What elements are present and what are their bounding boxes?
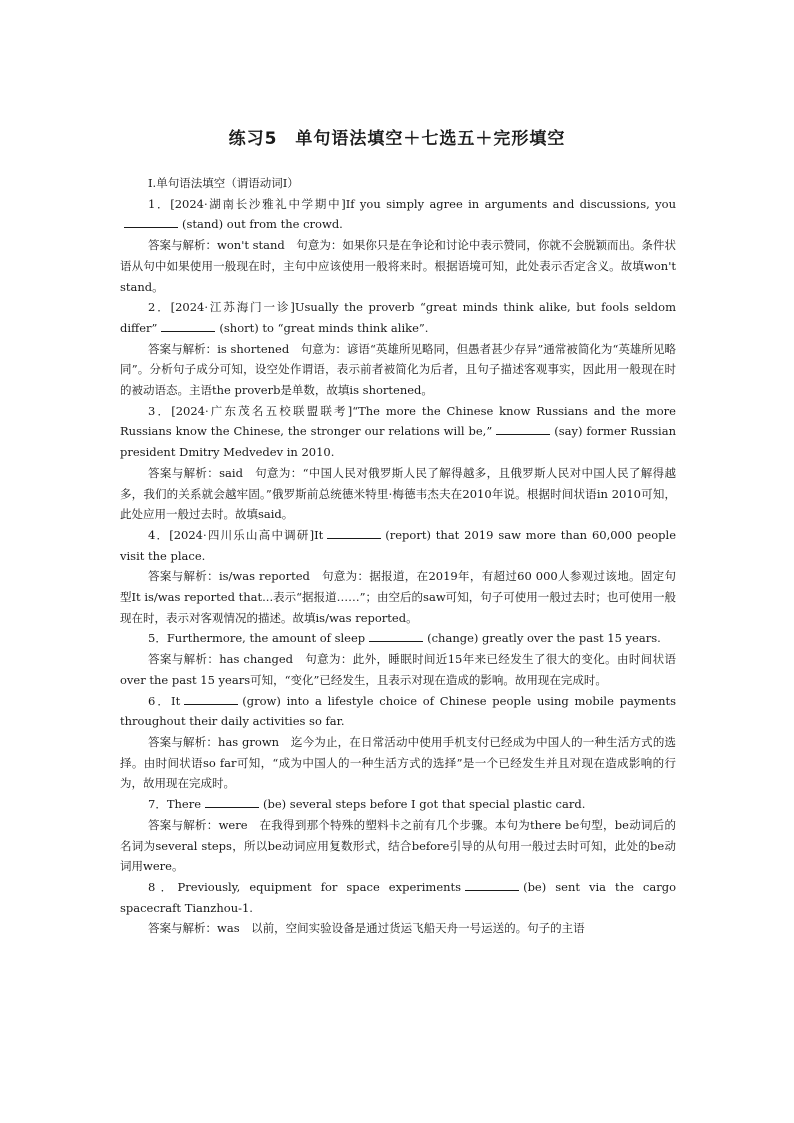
question-stem: 3．[2024·广东茂名五校联盟联考]“The more the Chinese know Russians and the more Russians know the Chinese, the stronger our relations will be,” — [120, 403, 676, 439]
question-hint: (grow) into a lifestyle choice of Chinese people using mobile payments throughout their daily activities so far. — [120, 693, 677, 729]
question-6 — [120, 691, 676, 732]
question-7 — [120, 794, 676, 815]
answer-blank — [327, 527, 381, 539]
question-5 — [120, 628, 676, 649]
answer-explanation-6: 答案与解析：has grown 迄今为止，在日常活动中使用手机支付已经成为中国人的一种生活方式的选择。由时间状语so far可知，“成为中国人的一种生活方式的选择”是一个已经发生并且对现在造成影响的行为，故用现在完成时。 — [120, 734, 676, 791]
question-stem: 6．It — [148, 693, 181, 708]
question-1 — [120, 194, 676, 235]
answer-explanation-2: 答案与解析：is shortened 句意为：谚语“英雄所见略同，但愚者甚少存异”通常被简化为“英雄所见略同”。分析句子成分可知，设空处作谓语，表示前者被简化为后者，且句子描述客观事实，因此用一般现在时的被动语态。主语the proverb是单数，故填is shortened。 — [120, 341, 676, 398]
question-hint: (say) former Russian president Dmitry Medvedev in 2010. — [120, 424, 676, 460]
answer-explanation-3: 答案与解析：said 句意为：“中国人民对俄罗斯人民了解得越多，且俄罗斯人民对中国人民了解得越多，我们的关系就会越牢固。”俄罗斯前总统德米特里·梅德韦杰夫在2010年说。根据时间状语in 2010可知，此处应用一般过去时。故填said。 — [120, 465, 676, 522]
question-2 — [120, 297, 676, 338]
question-hint: (short) to “great minds think alike”. — [219, 320, 429, 335]
answer-blank — [184, 693, 238, 705]
answer-blank — [496, 423, 550, 435]
question-stem: 4．[2024·四川乐山高中调研]It — [148, 527, 324, 542]
question-stem: 2．[2024·江苏海门一诊]Usually the proverb “great minds think alike, but fools seldom differ” — [120, 300, 676, 335]
question-stem: 5．Furthermore, the amount of sleep — [148, 631, 366, 646]
question-hint: (stand) out from the crowd. — [182, 217, 343, 232]
answer-explanation-1: 答案与解析：won't stand 句意为：如果你只是在争论和讨论中表示赞同，你就不会脱颖而出。条件状语从句中如果使用一般现在时，主句中应该使用一般将来时。根据语境可知，此处表示否定含义。故填won't stand。 — [120, 238, 676, 294]
section-heading: Ⅰ.单句语法填空（谓语动词Ⅰ） — [148, 176, 299, 190]
answer-blank — [161, 320, 215, 332]
question-stem: 8．Previously, equipment for space experiments — [148, 879, 462, 894]
answer-explanation-5: 答案与解析：has changed 句意为：此外，睡眠时间近15年来已经发生了很大的变化。由时间状语over the past 15 years可知，“变化”已经发生，且表示对现在造成的影响。故用现在完成时。 — [120, 652, 676, 687]
answer-blank — [369, 630, 423, 642]
exercise-content — [120, 173, 676, 939]
answer-blank — [205, 796, 259, 808]
question-stem: 7．There — [148, 797, 202, 812]
page-title: 练习5 单句语法填空＋七选五＋完形填空 — [228, 129, 566, 149]
answer-blank — [465, 879, 519, 891]
answer-explanation-7: 答案与解析：were 在我得到那个特殊的塑料卡之前有几个步骤。本句为there be句型，be动词后的名词为several steps，所以be动词应用复数形式，结合before引导的从句用一般过去时可知，此处的be动词用were。 — [120, 817, 676, 874]
question-stem: 1．[2024·湖南长沙雅礼中学期中]If you simply agree in arguments and discussions, you — [148, 196, 676, 211]
answer-explanation-4: 答案与解析：is/was reported 句意为：据报道，在2019年，有超过60 000人参观过该地。固定句型It is/was reported that...表示“据报道……”；由空后的saw可知，句子可使用一般过去时；也可使用一般现在时，表示对客观情况的描述。故填is/was reported。 — [120, 569, 676, 625]
question-hint: (change) greatly over the past 15 years. — [427, 631, 661, 646]
question-hint: (be) several steps before I got that special plastic card. — [263, 797, 586, 812]
question-8 — [120, 877, 676, 918]
question-3 — [120, 401, 676, 463]
answer-blank — [124, 216, 178, 228]
question-4 — [120, 525, 676, 566]
answer-explanation-8: 答案与解析：was 以前，空间实验设备是通过货运飞船天舟一号运送的。句子的主语 — [148, 921, 585, 936]
question-hint: (report) that 2019 saw more than 60,000 people visit the place. — [120, 527, 676, 563]
question-hint: (be) sent via the cargo spacecraft Tianzhou-1. — [120, 879, 676, 915]
